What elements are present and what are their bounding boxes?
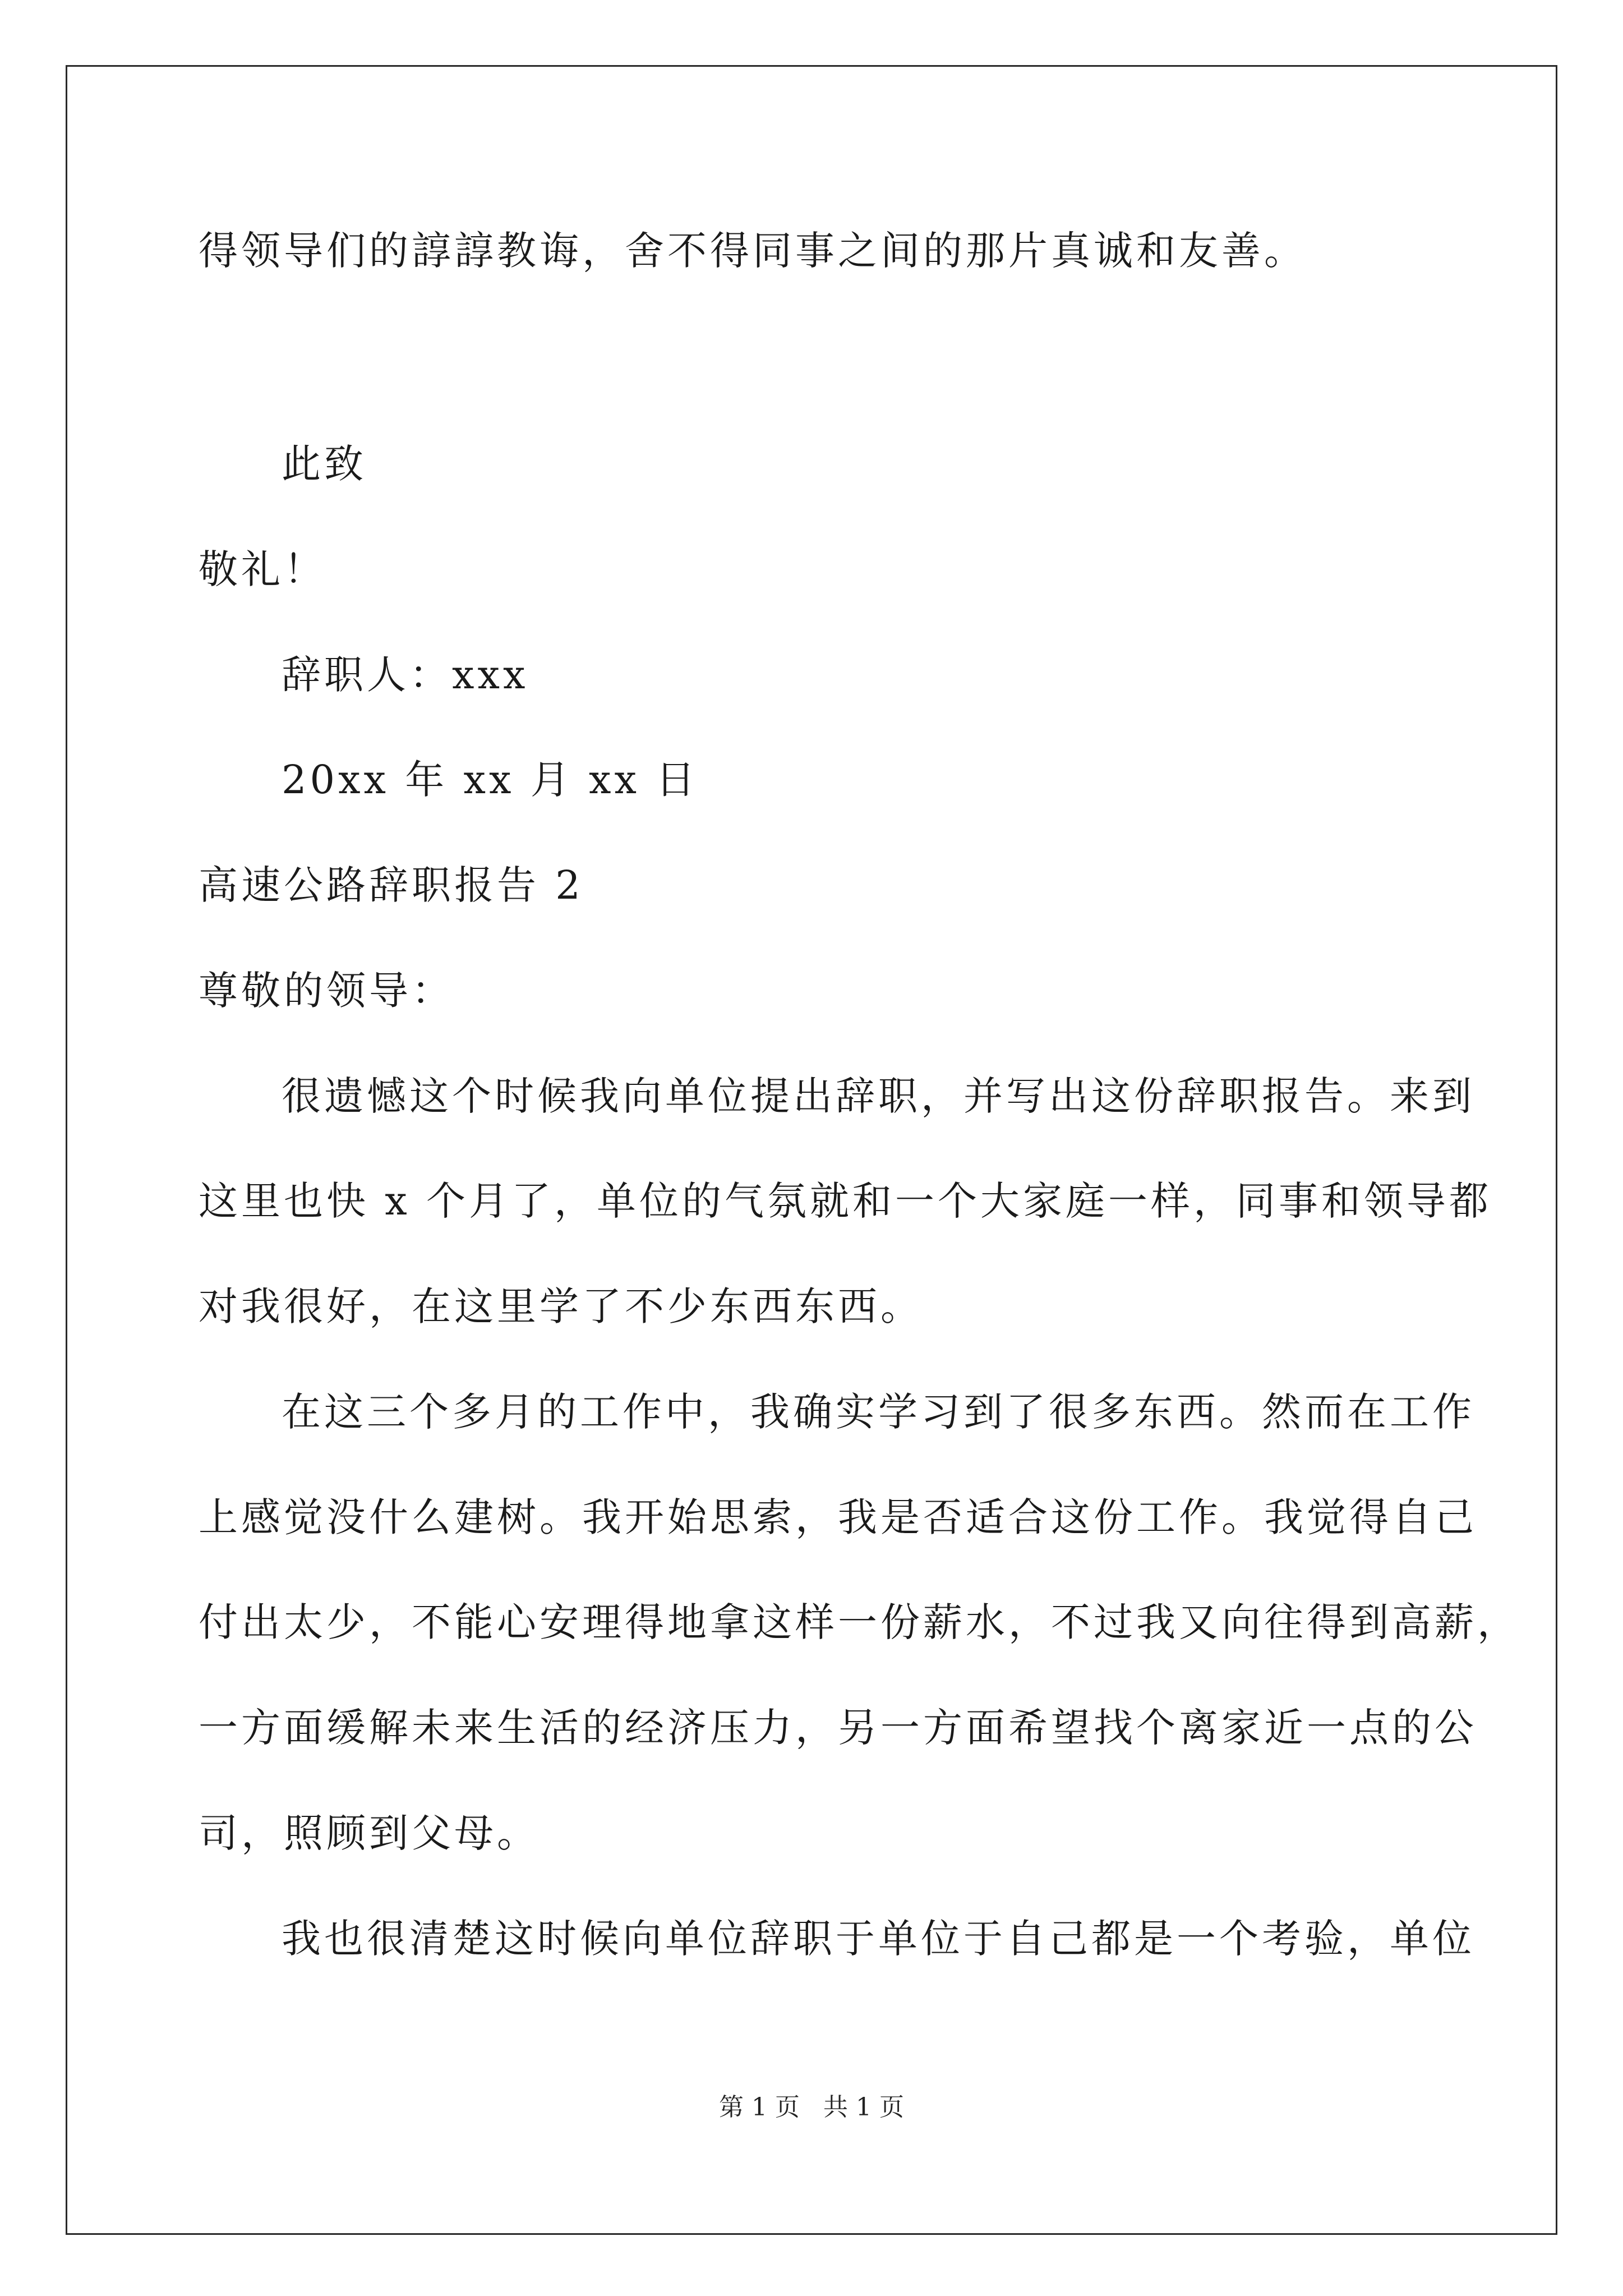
body-line: 上感觉没什么建树。我开始思索，我是否适合这份工作。我觉得自己 xyxy=(199,1494,1477,1540)
page-frame xyxy=(66,65,1557,2235)
body-line: 对我很好，在这里学了不少东西东西。 xyxy=(199,1283,923,1329)
page-footer: 第 1 页 共 1 页 xyxy=(719,2093,904,2122)
body-line: 我也很清楚这时候向单位辞职于单位于自己都是一个考验，单位 xyxy=(282,1916,1475,1962)
body-line: 付出太少，不能心安理得地拿这样一份薪水，不过我又向往得到高薪， xyxy=(199,1599,1520,1645)
body-line: 在这三个多月的工作中，我确实学习到了很多东西。然而在工作 xyxy=(282,1389,1475,1435)
signature-date: 20xx 年 xx 月 xx 日 xyxy=(282,757,699,803)
section-title: 高速公路辞职报告 2 xyxy=(199,862,584,908)
closing-regards: 敬礼！ xyxy=(199,546,326,592)
body-line: 得领导们的諄諄教诲，舍不得同事之间的那片真诚和友善。 xyxy=(199,228,1307,274)
body-line: 一方面缓解未来生活的经济压力，另一方面希望找个离家近一点的公 xyxy=(199,1705,1477,1751)
closing-salutation: 此致 xyxy=(282,441,367,487)
signature-name: 辞职人：xxx xyxy=(282,652,529,698)
body-line: 很遗憾这个时候我向单位提出辞职，并写出这份辞职报告。来到 xyxy=(282,1073,1475,1119)
body-line: 司，照顾到父母。 xyxy=(199,1810,540,1856)
greeting: 尊敬的领导： xyxy=(199,968,454,1014)
body-line: 这里也快 x 个月了，单位的气氛就和一个大家庭一样，同事和领导都 xyxy=(199,1178,1492,1224)
